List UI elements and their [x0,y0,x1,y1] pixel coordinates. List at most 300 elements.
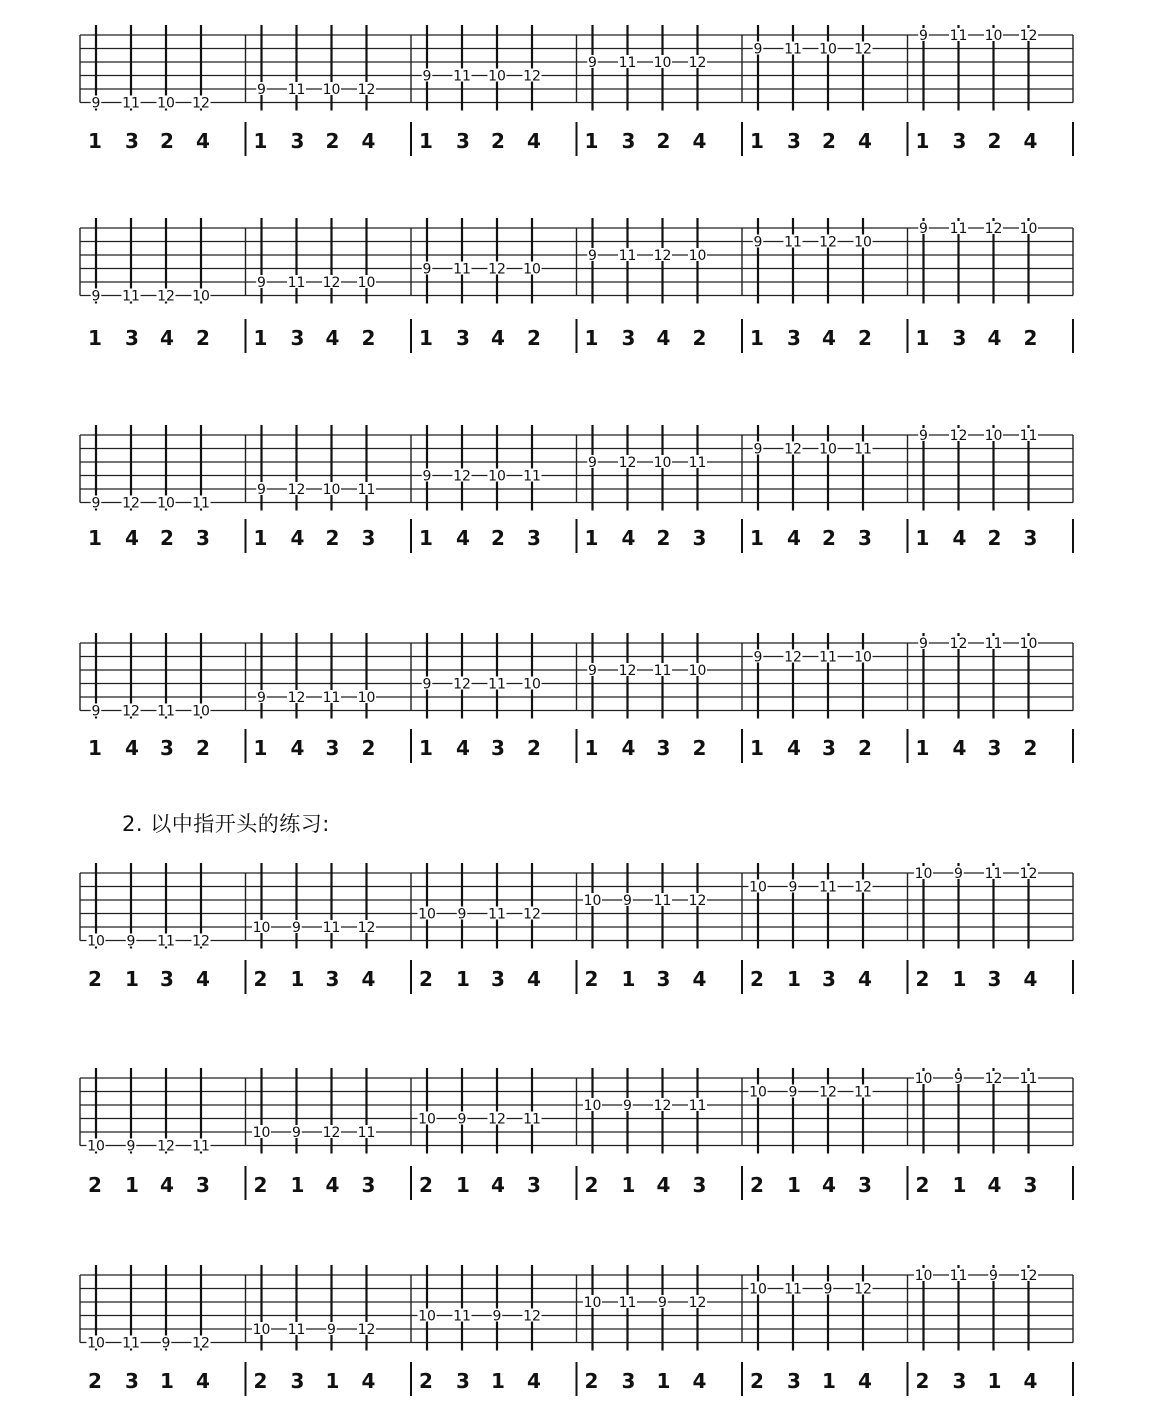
finger-number: 4 [196,129,210,153]
finger-number: 2 [253,967,268,991]
tab-measure [908,218,1039,353]
fret-number: 11 [192,1138,210,1155]
fret-number: 12 [984,221,1003,237]
finger-number: 3 [858,526,872,550]
fret-number: 12 [618,663,637,679]
fret-number: 10 [688,248,707,264]
finger-number: 4 [527,129,541,153]
finger-number: 4 [290,736,305,760]
finger-number: 1 [419,129,433,153]
fret-number: 12 [1019,866,1038,882]
fret-number: 11 [523,468,541,485]
fret-number: 11 [453,261,471,278]
finger-number: 4 [527,1369,541,1393]
finger-number: 1 [419,326,433,350]
fret-number: 10 [854,649,872,666]
finger-number: 1 [750,526,764,550]
fret-number: 11 [1019,428,1038,444]
finger-number: 4 [858,1369,872,1393]
fret-number: 9 [623,1098,632,1114]
finger-number: 3 [491,736,505,760]
tab-measure [246,1265,377,1396]
finger-number: 2 [987,129,1002,153]
fret-number: 10 [749,879,767,896]
fret-number: 9 [753,234,763,251]
fret-number: 9 [126,1138,136,1155]
fret-number: 11 [287,1322,306,1338]
finger-number: 3 [527,1173,541,1197]
fret-number: 9 [658,1295,667,1311]
finger-number: 1 [656,1369,671,1393]
fret-number: 9 [588,663,597,679]
finger-number: 3 [787,129,801,153]
fret-number: 9 [588,455,597,471]
tab-measure [577,1068,708,1200]
finger-number: 3 [160,967,174,991]
tab-measure [742,1265,873,1396]
fret-number: 9 [954,1071,963,1087]
finger-number: 2 [915,1369,930,1393]
fret-number: 11 [157,933,175,950]
finger-number: 2 [858,736,872,760]
fret-number: 10 [87,1138,105,1155]
finger-number: 2 [692,736,707,760]
finger-number: 3 [491,967,505,991]
finger-number: 2 [750,1369,764,1393]
finger-number: 2 [491,129,505,153]
tab-measure [742,633,873,763]
tab-system [80,863,1073,994]
finger-number: 2 [419,1369,433,1393]
fret-number: 10 [984,428,1003,444]
fret-number: 10 [653,455,672,471]
finger-number: 2 [361,326,376,350]
finger-number: 2 [987,526,1002,550]
fret-number: 9 [91,703,101,720]
finger-number: 4 [456,526,470,550]
fret-number: 12 [192,933,210,950]
fret-number: 10 [357,690,376,706]
finger-number: 2 [361,736,376,760]
fret-number: 9 [257,82,266,98]
fret-number: 12 [949,636,968,652]
finger-number: 3 [858,1173,872,1197]
finger-number: 4 [952,736,967,760]
finger-number: 2 [584,967,599,991]
finger-number: 3 [1023,1173,1038,1197]
fret-number: 10 [749,1084,767,1101]
finger-number: 1 [915,526,930,550]
fret-number: 10 [914,1268,933,1284]
finger-number: 2 [527,326,541,350]
fret-number: 9 [292,1125,301,1141]
finger-number: 1 [952,1173,967,1197]
fret-number: 9 [588,248,597,264]
fret-number: 10 [418,906,436,923]
fret-number: 12 [653,1098,672,1114]
fret-number: 10 [583,1295,602,1311]
fret-number: 12 [1019,1268,1038,1284]
finger-number: 4 [325,326,340,350]
tab-system [80,1265,1073,1396]
finger-number: 2 [1023,326,1038,350]
tab-system [80,218,1073,353]
fret-number: 12 [618,455,637,471]
fret-number: 12 [357,920,376,936]
finger-number: 1 [88,736,102,760]
fret-number: 9 [257,275,266,291]
fret-number: 11 [653,663,672,679]
tab-measure [577,863,708,994]
fret-number: 11 [653,893,672,909]
fret-number: 9 [788,879,798,896]
finger-number: 1 [253,736,268,760]
finger-number: 3 [952,1369,967,1393]
fret-number: 12 [688,893,707,909]
fret-number: 9 [457,1111,467,1128]
fret-number: 12 [122,703,140,720]
finger-number: 4 [656,1173,671,1197]
fret-number: 12 [854,879,872,896]
fret-number: 9 [753,41,763,58]
finger-number: 1 [915,129,930,153]
finger-number: 1 [584,526,599,550]
finger-number: 4 [361,967,376,991]
fret-number: 12 [488,261,506,278]
fret-number: 12 [523,906,541,923]
fret-number: 10 [322,482,341,498]
finger-number: 3 [290,326,305,350]
fret-number: 9 [823,1281,833,1298]
finger-number: 2 [325,526,340,550]
fret-number: 9 [919,636,928,652]
finger-number: 1 [915,736,930,760]
tab-system [80,633,1073,763]
fret-number: 10 [418,1308,436,1325]
finger-number: 1 [325,1369,340,1393]
fret-number: 10 [583,893,602,909]
fret-number: 9 [292,920,301,936]
fret-number: 11 [618,248,637,264]
finger-number: 1 [584,129,599,153]
finger-number: 1 [787,967,801,991]
tab-measure [246,218,377,353]
fret-number: 9 [457,906,467,923]
finger-number: 1 [88,526,102,550]
finger-number: 4 [361,1369,376,1393]
fret-number: 12 [453,468,471,485]
tab-measure [246,1068,377,1200]
tab-measure [908,1265,1039,1396]
fret-number: 9 [919,28,928,44]
finger-number: 4 [1023,129,1038,153]
finger-number: 1 [584,736,599,760]
finger-number: 4 [325,1173,340,1197]
finger-number: 1 [456,967,470,991]
tab-measure [908,633,1039,763]
tab-measure [908,1068,1039,1200]
fret-number: 9 [91,95,101,112]
finger-number: 4 [692,1369,707,1393]
fret-number: 12 [819,1084,837,1101]
fret-number: 12 [357,82,376,98]
finger-number: 4 [1023,967,1038,991]
fret-number: 9 [422,68,432,85]
fret-number: 11 [357,482,376,498]
finger-number: 2 [750,967,764,991]
finger-number: 3 [692,1173,707,1197]
fret-number: 11 [122,288,140,305]
fret-number: 11 [192,495,210,512]
fret-number: 12 [357,1322,376,1338]
fret-number: 9 [257,690,266,706]
finger-number: 1 [952,967,967,991]
tab-measure [908,25,1039,156]
fret-number: 11 [157,703,175,720]
finger-number: 4 [621,736,636,760]
finger-number: 4 [787,736,801,760]
finger-number: 1 [88,326,102,350]
tab-measure [411,1068,542,1200]
finger-number: 1 [915,326,930,350]
fret-number: 11 [488,676,506,693]
finger-number: 3 [527,526,541,550]
fret-number: 12 [192,1335,210,1352]
fret-number: 11 [357,1125,376,1141]
finger-number: 2 [253,1173,268,1197]
finger-number: 4 [787,526,801,550]
tab-measure [577,25,708,156]
fret-number: 11 [688,1098,707,1114]
fret-number: 11 [453,68,471,85]
fret-number: 9 [989,1268,998,1284]
fret-number: 10 [87,1335,105,1352]
finger-number: 2 [858,326,872,350]
finger-number: 4 [125,526,139,550]
fret-number: 10 [914,1071,933,1087]
finger-number: 1 [419,526,433,550]
fret-number: 9 [422,468,432,485]
fret-number: 10 [523,261,541,278]
fret-number: 10 [914,866,933,882]
fret-number: 10 [418,1111,436,1128]
fret-number: 11 [949,1268,968,1284]
tab-measure [411,863,542,994]
fret-number: 9 [788,1084,798,1101]
fret-number: 9 [161,1335,171,1352]
fret-number: 9 [422,261,432,278]
fret-number: 11 [984,866,1003,882]
finger-number: 3 [361,526,376,550]
finger-number: 3 [361,1173,376,1197]
finger-number: 1 [290,967,305,991]
fret-number: 11 [854,1084,872,1101]
finger-number: 1 [160,1369,174,1393]
fret-number: 12 [784,649,802,666]
finger-number: 1 [822,1369,836,1393]
fret-number: 10 [819,441,837,458]
fret-number: 10 [192,288,210,305]
finger-number: 3 [325,736,340,760]
fret-number: 12 [523,1308,541,1325]
fret-number: 11 [949,221,968,237]
fret-number: 10 [252,920,271,936]
fret-number: 12 [854,1281,872,1298]
fret-number: 12 [122,495,140,512]
fret-number: 12 [322,1125,341,1141]
finger-number: 1 [290,1173,305,1197]
finger-number: 3 [656,736,671,760]
finger-number: 1 [750,129,764,153]
finger-number: 3 [692,526,707,550]
finger-number: 3 [290,1369,305,1393]
finger-number: 3 [456,129,470,153]
tab-measure [88,425,210,550]
fret-number: 12 [322,275,341,291]
tab-measure [411,1265,542,1396]
finger-number: 4 [987,326,1002,350]
fret-number: 11 [784,1281,802,1298]
finger-number: 3 [196,1173,210,1197]
tab-measure [411,218,542,353]
finger-number: 3 [125,129,139,153]
finger-number: 1 [750,736,764,760]
finger-number: 3 [196,526,210,550]
finger-number: 2 [584,1173,599,1197]
tab-measure [577,218,708,353]
fret-number: 9 [126,933,136,950]
tab-measure [577,633,708,763]
finger-number: 3 [621,326,636,350]
finger-number: 1 [456,1173,470,1197]
fret-number: 11 [122,1335,140,1352]
fret-number: 12 [287,690,306,706]
tab-measure [246,633,377,763]
finger-number: 4 [196,1369,210,1393]
fret-number: 12 [819,234,837,251]
tab-measure [246,863,377,994]
fret-number: 10 [488,468,506,485]
finger-number: 3 [1023,526,1038,550]
finger-number: 3 [160,736,174,760]
finger-number: 1 [88,129,102,153]
finger-number: 2 [822,526,836,550]
fret-number: 10 [488,68,506,85]
finger-number: 1 [787,1173,801,1197]
finger-number: 2 [527,736,541,760]
fret-number: 10 [87,933,105,950]
fret-number: 11 [784,234,802,251]
finger-number: 4 [858,967,872,991]
tab-measure [411,25,542,156]
finger-number: 3 [952,326,967,350]
fret-number: 10 [749,1281,767,1298]
finger-number: 3 [621,1369,636,1393]
fret-number: 12 [1019,28,1038,44]
fret-number: 10 [1019,636,1038,652]
fret-number: 11 [322,690,341,706]
finger-number: 2 [196,326,210,350]
finger-number: 4 [125,736,139,760]
fret-number: 12 [784,441,802,458]
fret-number: 9 [919,428,928,444]
finger-number: 4 [987,1173,1002,1197]
tab-measure [742,218,873,353]
finger-number: 3 [787,326,801,350]
finger-number: 2 [196,736,210,760]
finger-number: 1 [125,1173,139,1197]
finger-number: 3 [290,129,305,153]
fret-number: 11 [618,55,637,71]
finger-number: 1 [750,326,764,350]
finger-number: 1 [621,1173,636,1197]
fret-number: 11 [287,275,306,291]
finger-number: 4 [692,967,707,991]
finger-number: 2 [656,129,671,153]
finger-number: 3 [822,967,836,991]
finger-number: 3 [656,967,671,991]
fret-number: 11 [819,879,837,896]
tab-system [80,425,1073,553]
tab-system [80,25,1073,156]
fret-number: 11 [984,636,1003,652]
finger-number: 4 [160,326,174,350]
fret-number: 11 [287,82,306,98]
fret-number: 10 [688,663,707,679]
finger-number: 1 [491,1369,505,1393]
finger-number: 3 [125,326,139,350]
fret-number: 11 [819,649,837,666]
finger-number: 2 [584,1369,599,1393]
fret-number: 10 [192,703,210,720]
fret-number: 12 [453,676,471,693]
fret-number: 10 [653,55,672,71]
finger-number: 4 [456,736,470,760]
finger-number: 4 [491,1173,505,1197]
fret-number: 12 [192,95,210,112]
finger-number: 2 [88,1369,102,1393]
fret-number: 11 [523,1111,541,1128]
fret-number: 12 [488,1111,506,1128]
finger-number: 3 [325,967,340,991]
finger-number: 2 [325,129,340,153]
fret-number: 11 [784,41,802,58]
fret-number: 9 [91,288,101,305]
finger-number: 4 [858,129,872,153]
finger-number: 4 [822,1173,836,1197]
fret-number: 12 [949,428,968,444]
tab-measure [742,863,873,994]
finger-number: 4 [491,326,505,350]
finger-number: 1 [584,326,599,350]
finger-number: 3 [456,326,470,350]
finger-number: 2 [656,526,671,550]
finger-number: 3 [621,129,636,153]
finger-number: 2 [750,1173,764,1197]
fret-number: 11 [949,28,968,44]
finger-number: 2 [88,1173,102,1197]
finger-number: 3 [125,1369,139,1393]
fret-number: 12 [854,41,872,58]
finger-number: 4 [196,967,210,991]
fret-number: 10 [854,234,872,251]
fret-number: 11 [1019,1071,1038,1087]
fret-number: 10 [357,275,376,291]
finger-number: 4 [361,129,376,153]
finger-number: 2 [419,967,433,991]
fret-number: 9 [588,55,597,71]
finger-number: 2 [1023,736,1038,760]
